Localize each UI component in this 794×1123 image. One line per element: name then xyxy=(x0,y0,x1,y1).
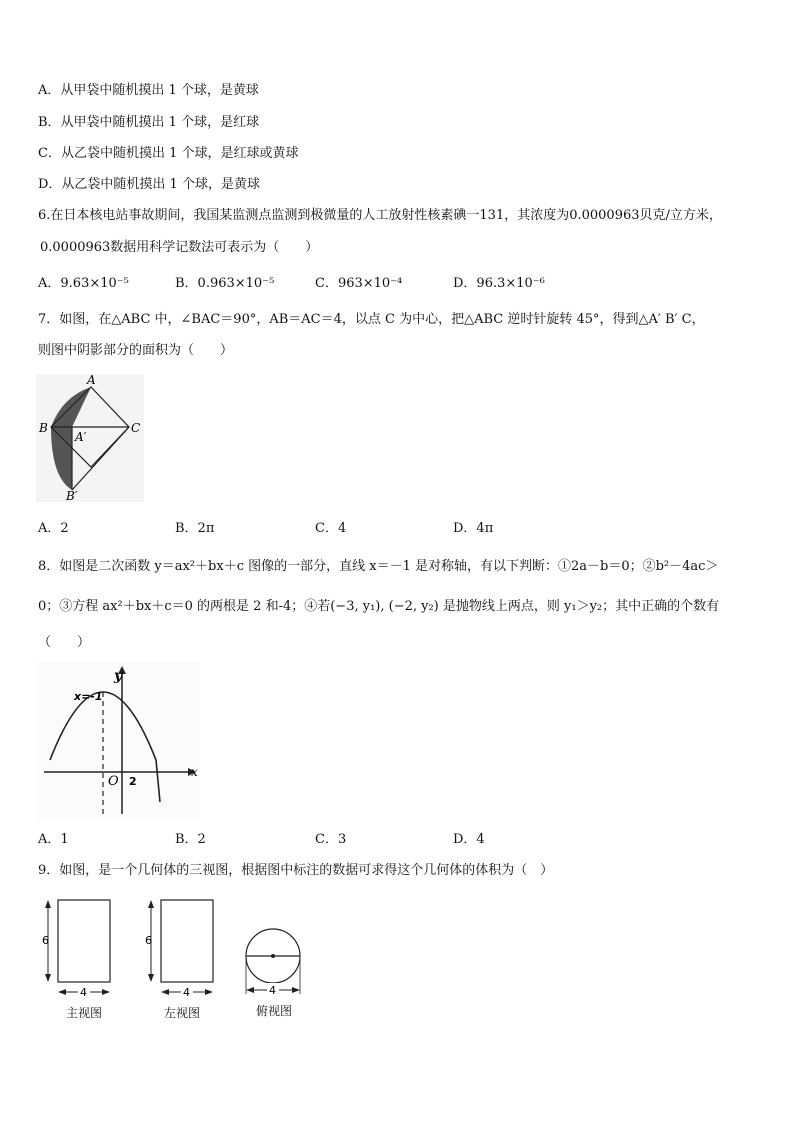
q7-option-d: D．4π xyxy=(453,521,494,536)
q9-front-width-label: 4 xyxy=(80,986,87,999)
q9-stem: 9．如图，是一个几何体的三视图，根据图中标注的数据可求得这个几何体的体积为（ ） xyxy=(38,863,554,878)
q6-option-b: B．0.963×10⁻⁵ xyxy=(175,276,275,291)
q7-label-b: B xyxy=(39,421,48,435)
q8-stem-line1: 8．如图是二次函数 y＝ax²＋bx＋c 图像的一部分，直线 x＝－1 是对称轴，有以下判断：①2a－b＝0；②b²－4ac＞ xyxy=(38,559,719,574)
q8-label-two: 2 xyxy=(129,775,137,788)
q6-stem-line2: 0.0000963数据用科学记数法可表示为（ ） xyxy=(40,240,319,255)
q8-label-y: y xyxy=(114,668,123,684)
q9-front-caption: 主视图 xyxy=(66,1006,103,1020)
q7-option-a: A．2 xyxy=(38,521,69,536)
q9-left-rect xyxy=(161,900,213,982)
q7-label-a: A xyxy=(87,373,96,387)
q7-label-a-prime: A′ xyxy=(75,430,87,444)
q8-option-b: B．2 xyxy=(175,832,206,847)
q9-top-arrow-left xyxy=(246,987,254,993)
q8-figure xyxy=(36,662,200,820)
q8-stem-line3: （ ） xyxy=(38,635,91,650)
q9-top-caption: 俯视图 xyxy=(256,1004,293,1018)
q9-left-width-label: 4 xyxy=(183,986,190,999)
q6-option-c: C．963×10⁻⁴ xyxy=(315,276,403,291)
q9-front-arrow-down xyxy=(45,974,51,982)
q7-label-c: C xyxy=(131,421,141,435)
q9-top-view xyxy=(240,922,306,1000)
q6-option-d: D．96.3×10⁻⁶ xyxy=(453,276,545,291)
q8-label-x: x xyxy=(191,765,198,779)
q8-option-d: D．4 xyxy=(453,832,485,847)
q7-option-c: C．4 xyxy=(315,521,347,536)
q9-left-arrow-up xyxy=(148,900,154,908)
q9-top-arrow-right xyxy=(292,987,300,993)
q7-label-b-prime: B′ xyxy=(66,489,78,503)
q9-top-center xyxy=(271,954,275,958)
q6-option-a: A．9.63×10⁻⁵ xyxy=(38,276,129,291)
q9-left-view xyxy=(141,896,221,1000)
q9-left-arrow-down xyxy=(148,974,154,982)
q6-stem-line1: 6.在日本核电站事故期间，我国某监测点监测到极微量的人工放射性核素碘一131，其浓度为0.0000963贝克/立方米， xyxy=(38,208,722,223)
q8-stem-line2: 0；③方程 ax²＋bx＋c＝0 的两根是 2 和-4；④若(−3, y₁), (−2, y₂) 是抛物线上两点，则 y₁＞y₂；其中正确的个数有 xyxy=(38,599,720,614)
q5-option-a: A．从甲袋中随机摸出 1 个球，是黄球 xyxy=(38,83,259,98)
q7-figure xyxy=(34,372,146,504)
q9-left-arrow-right xyxy=(205,989,213,995)
q8-option-a: A．1 xyxy=(38,832,69,847)
q9-left-height-label: 6 xyxy=(145,934,152,947)
q5-option-b: B．从甲袋中随机摸出 1 个球，是红球 xyxy=(38,115,260,130)
q9-front-rect xyxy=(58,900,110,982)
q7-stem-line1: 7．如图，在△ABC 中，∠BAC＝90°，AB＝AC＝4，以点 C 为中心，把△ABC 逆时针旋转 45°，得到△A′ B′ C， xyxy=(38,312,705,327)
q8-option-c: C．3 xyxy=(315,832,347,847)
q9-front-arrow-up xyxy=(45,900,51,908)
q9-front-arrow-right xyxy=(102,989,110,995)
q5-option-c: C．从乙袋中随机摸出 1 个球，是红球或黄球 xyxy=(38,146,299,161)
q8-label-origin: O xyxy=(108,774,119,789)
q9-front-view xyxy=(38,896,118,1000)
q9-left-caption: 左视图 xyxy=(164,1006,201,1020)
q7-option-b: B．2π xyxy=(175,521,215,536)
q9-front-arrow-left xyxy=(58,989,66,995)
q9-left-arrow-left xyxy=(161,989,169,995)
q7-stem-line2: 则图中阴影部分的面积为（ ） xyxy=(38,343,234,358)
q9-top-width-label: 4 xyxy=(269,984,276,997)
q8-label-symmetry: x=-1 xyxy=(74,690,103,703)
q9-front-height-label: 6 xyxy=(42,934,49,947)
q5-option-d: D．从乙袋中随机摸出 1 个球，是黄球 xyxy=(38,177,260,192)
q8-figure-background xyxy=(36,662,200,820)
